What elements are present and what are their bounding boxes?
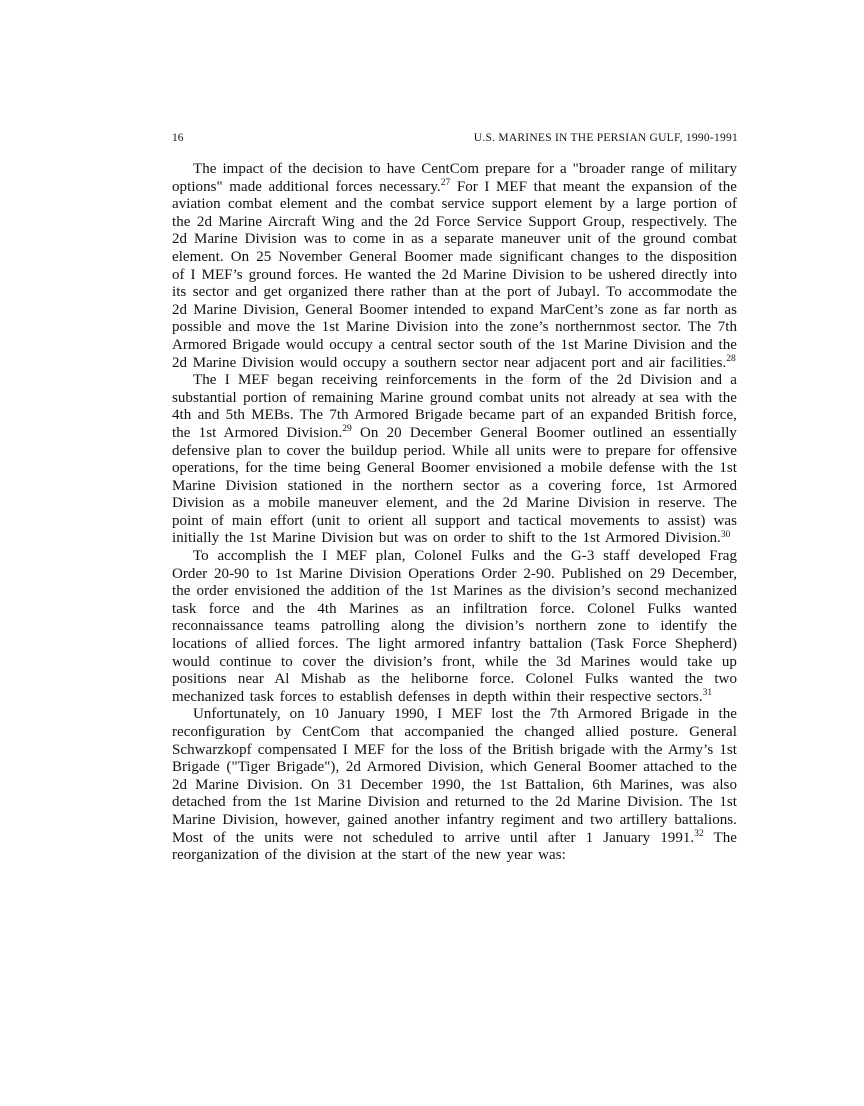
body-text	[172, 161, 737, 865]
paragraph-2: The I MEF began receiving reinforcements in the form of the 2d Division and a substantial portion of remaining Marine ground combat units not already at sea with the 4th and 5th MEBs. The 7th Armored Brigade became part of an expanded British force, the 1st Armored Division.$^{29}$ On 20 December General Boomer outlined an essentially defensive plan to cover the buildup period. While all units were to prepare for offensive operations, for the time being General Boomer envisioned a mobile defense with the 1st Marine Division stationed in the northern sector as a covering force, 1st Armored Division as a mobile maneuver element, and the 2d Marine Division in reserve. The point of main effort (unit to orient all support and tactical movements to assist) was initially the 1st Marine Division but was on order to shift to the 1st Armored Division.$^{30}$	[172, 372, 737, 547]
footnote-ref-32: 32	[694, 829, 704, 840]
footnote-ref-28: 28	[726, 354, 736, 365]
paragraph-1: The impact of the decision to have CentCom prepare for a "broader range of military options" made additional forces necessary.$^{27}$ For I MEF that meant the expansion of the aviation combat element and the combat service support element by a large portion of the 2d Marine Aircraft Wing and the 2d Force Service Support Group, respectively. The 2d Marine Division was to come in as a separate maneuver unit of the ground combat element. On 25 November General Boomer made significant changes to the disposition of I MEF’s ground forces. He wanted the 2d Marine Division to be ushered directly into its sector and get organized there rather than at the port of Jubayl. To accommodate the 2d Marine Division, General Boomer intended to expand MarCent’s zone as far north as possible and move the 1st Marine Division into the zone’s northernmost sector. The 7th Armored Brigade would occupy a central sector south of the 1st Marine Division and the 2d Marine Division would occupy a southern sector near adjacent port and air facilities.$^{28}$	[172, 161, 737, 371]
paragraph-3: To accomplish the I MEF plan, Colonel Fulks and the G-3 staff developed Frag Order 20-90 to 1st Marine Division Operations Order 2-90. Published on 29 December, the order envisioned the addition of the 1st Marines as the division’s second mechanized task force and the 4th Marines as an infiltration force. Colonel Fulks wanted reconnaissance teams patrolling along the division’s northern zone to identify the locations of allied forces. The light armored infantry battalion (Task Force Shepherd) would continue to cover the division’s front, while the 3d Marines would take up positions near Al Mishab as the heliborne force. Colonel Fulks wanted the two mechanized task forces to establish defenses in depth within their respective sectors.$^{31}$	[172, 548, 737, 705]
running-title: U.S. MARINES IN THE PERSIAN GULF, 1990-1991	[473, 132, 738, 144]
footnote-ref-29: 29	[342, 424, 352, 435]
running-header	[172, 131, 738, 145]
page-number: 16	[172, 132, 184, 144]
footnote-ref-27: 27	[440, 178, 451, 189]
footnote-ref-31: 31	[702, 688, 713, 699]
footnote-ref-30: 30	[720, 529, 731, 540]
paragraph-4: Unfortunately, on 10 January 1990, I MEF lost the 7th Armored Brigade in the reconfiguration by CentCom that accompanied the changed allied posture. General Schwarzkopf compensated I MEF for the loss of the British brigade with the Army’s 1st Brigade ("Tiger Brigade"), 2d Armored Division, which General Boomer attached to the 2d Marine Division. On 31 December 1990, the 1st Battalion, 6th Marines, was also detached from the 1st Marine Division and returned to the 2d Marine Division. The 1st Marine Division, however, gained another infantry regiment and two artillery battalions. Most of the units were not scheduled to arrive until after 1 January 1991.32 The reorganization of the division at the start of the new year was:	[172, 706, 737, 864]
